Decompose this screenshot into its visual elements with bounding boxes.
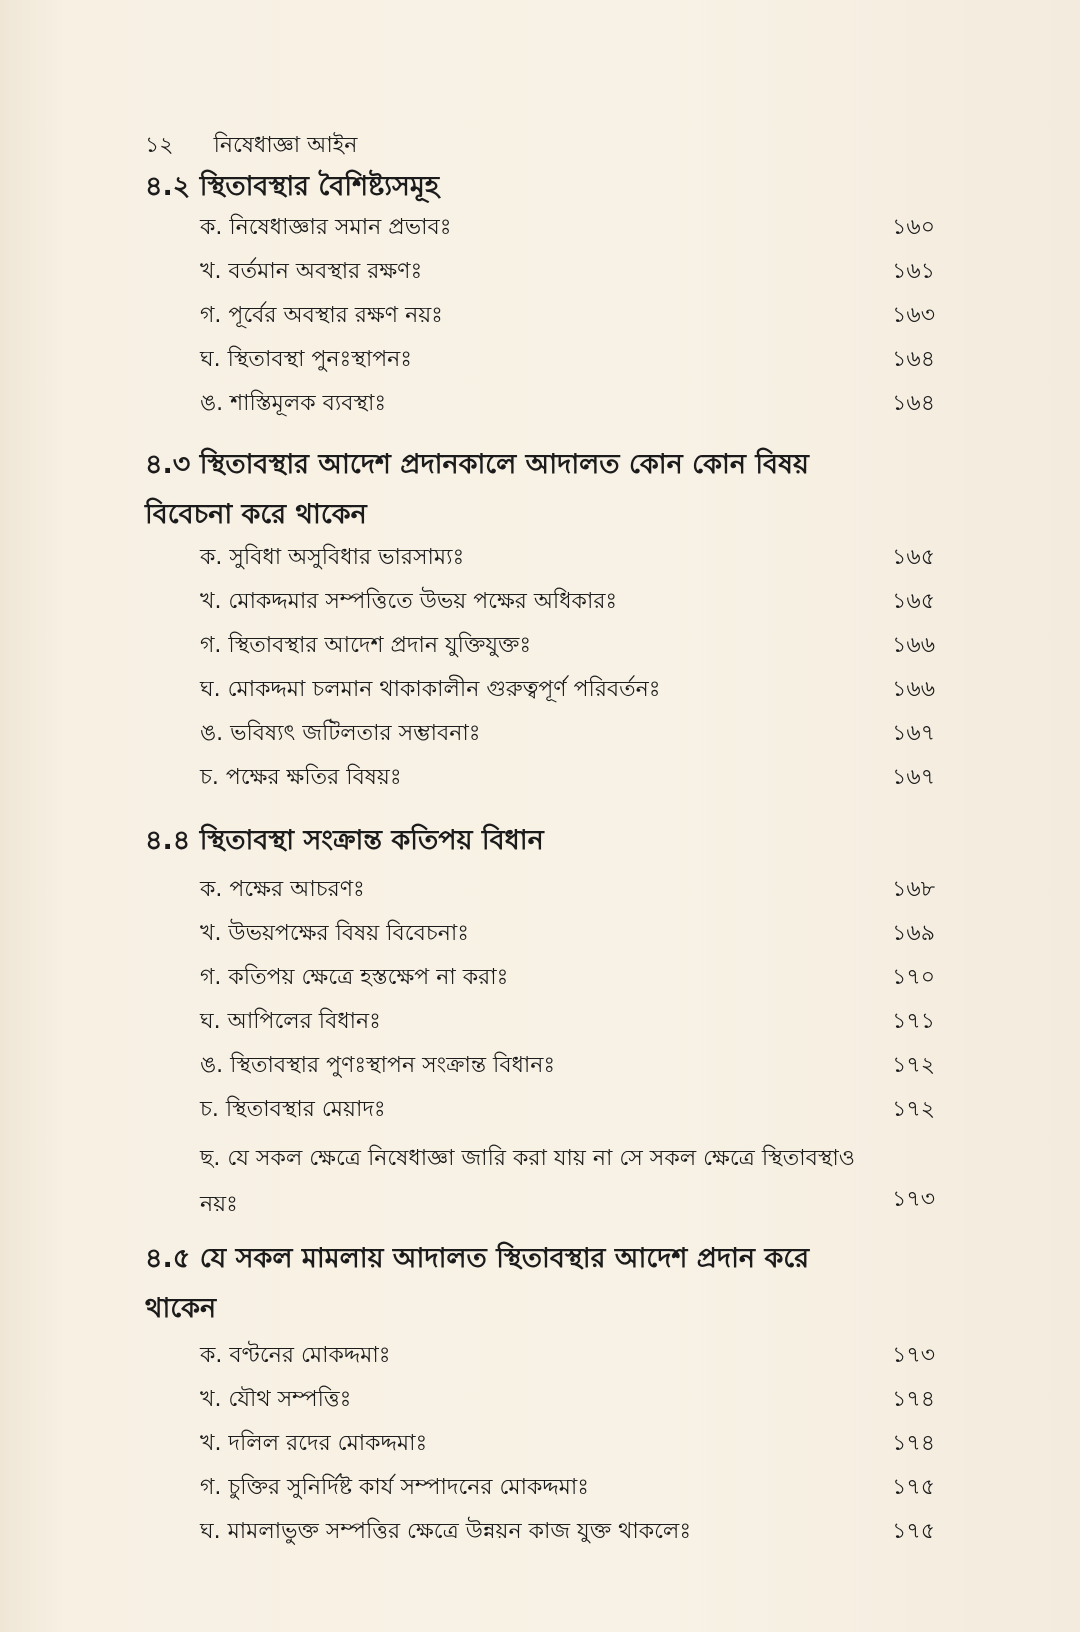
entry-page: ১৭০ bbox=[892, 965, 935, 990]
entry-label: ক. পক্ষের আচরণঃ bbox=[200, 877, 365, 902]
entry-page: ১৬৭ bbox=[892, 765, 935, 790]
toc-entry bbox=[200, 628, 935, 672]
toc-entry bbox=[200, 1092, 935, 1136]
entry-label: ঙ. শাস্তিমূলক ব্যবস্থাঃ bbox=[200, 391, 387, 416]
entry-label: ঙ. স্থিতাবস্থার পুণঃস্থাপন সংক্রান্ত বিধানঃ bbox=[200, 1053, 556, 1078]
entry-label: গ. চুক্তির সুনির্দিষ্ট কার্য সম্পাদনের মোকদ্দমাঃ bbox=[200, 1475, 590, 1500]
toc-entry bbox=[200, 916, 935, 960]
toc-entry bbox=[200, 540, 935, 584]
section-heading-4-3: ৪.৩ স্থিতাবস্থার আদেশ প্রদানকালে আদালত কোন কোন বিষয় বিবেচনা করে থাকেন bbox=[145, 449, 809, 530]
entry-page: ১৭২ bbox=[892, 1097, 935, 1122]
running-head bbox=[145, 128, 357, 165]
toc-entry bbox=[200, 584, 935, 628]
entry-page: ১৬৮ bbox=[892, 877, 935, 902]
entry-label: গ. পূর্বের অবস্থার রক্ষণ নয়ঃ bbox=[200, 303, 443, 328]
section-heading-4-4: ৪.৪ স্থিতাবস্থা সংক্রান্ত কতিপয় বিধান bbox=[145, 825, 544, 856]
entry-label: ক. বণ্টনের মোকদ্দমাঃ bbox=[200, 1343, 391, 1368]
toc-entry bbox=[200, 386, 935, 430]
entry-label: গ. স্থিতাবস্থার আদেশ প্রদান যুক্তিযুক্তঃ bbox=[200, 633, 532, 658]
entry-label: চ. স্থিতাবস্থার মেয়াদঃ bbox=[200, 1097, 386, 1122]
section-heading-4-2: ৪.২ স্থিতাবস্থার বৈশিষ্ট্যসমূহ bbox=[145, 171, 440, 202]
toc-entry bbox=[200, 872, 935, 916]
toc-entry bbox=[200, 342, 935, 386]
entry-page: ১৬১ bbox=[892, 259, 935, 284]
entry-label: গ. কতিপয় ক্ষেত্রে হস্তক্ষেপ না করাঃ bbox=[200, 965, 509, 990]
entry-page: ১৬৯ bbox=[892, 921, 935, 946]
entry-page: ১৬৬ bbox=[892, 633, 935, 658]
toc-entry bbox=[200, 1048, 935, 1092]
entry-page: ১৭৩ bbox=[892, 1187, 935, 1212]
toc-entry bbox=[200, 1338, 935, 1382]
entry-label: খ. দলিল রদের মোকদ্দমাঃ bbox=[200, 1431, 428, 1456]
entry-page: ১৬৪ bbox=[892, 391, 935, 416]
entry-page: ১৬৬ bbox=[892, 677, 935, 702]
entry-page: ১৬৭ bbox=[892, 721, 935, 746]
entry-page: ১৬৫ bbox=[892, 589, 935, 614]
toc-entry bbox=[200, 254, 935, 298]
toc-entry bbox=[200, 1470, 935, 1514]
book-title: নিষেধাজ্ঞা আইন bbox=[213, 133, 358, 158]
entry-label: ক. সুবিধা অসুবিধার ভারসাম্যঃ bbox=[200, 545, 465, 570]
toc-entry bbox=[200, 960, 935, 1004]
entry-label: খ. উভয়পক্ষের বিষয় বিবেচনাঃ bbox=[200, 921, 469, 946]
section-heading-4-5: ৪.৫ যে সকল মামলায় আদালত স্থিতাবস্থার আদেশ প্রদান করে থাকেন bbox=[145, 1243, 810, 1324]
entry-page: ১৬৫ bbox=[892, 545, 935, 570]
entry-page: ১৭৪ bbox=[892, 1387, 935, 1412]
entry-page: ১৭৫ bbox=[892, 1475, 935, 1500]
toc-entry bbox=[200, 298, 935, 342]
entry-page: ১৭১ bbox=[892, 1009, 935, 1034]
toc-entry bbox=[200, 716, 935, 760]
entry-page: ১৭৩ bbox=[892, 1343, 935, 1368]
toc-entry bbox=[200, 1382, 935, 1426]
entry-label: খ. বর্তমান অবস্থার রক্ষণঃ bbox=[200, 259, 423, 284]
toc-entry bbox=[200, 1004, 935, 1048]
entry-label: ক. নিষেধাজ্ঞার সমান প্রভাবঃ bbox=[200, 215, 452, 240]
entry-label: খ. যৌথ সম্পত্তিঃ bbox=[200, 1387, 352, 1412]
page-number: ১২ bbox=[145, 133, 174, 158]
entry-label: চ. পক্ষের ক্ষতির বিষয়ঃ bbox=[200, 765, 402, 790]
entry-label: ঘ. স্থিতাবস্থা পুনঃস্থাপনঃ bbox=[200, 347, 413, 372]
entry-page: ১৭৪ bbox=[892, 1431, 935, 1456]
entry-label: ঙ. ভবিষ্যৎ জটিলতার সম্ভাবনাঃ bbox=[200, 721, 481, 746]
toc-entry bbox=[200, 210, 935, 254]
entry-page: ১৬৪ bbox=[892, 347, 935, 372]
toc-entry bbox=[200, 1136, 935, 1228]
toc-entry bbox=[200, 1426, 935, 1470]
entry-label: খ. মোকদ্দমার সম্পত্তিতে উভয় পক্ষের অধিকারঃ bbox=[200, 589, 618, 614]
entry-page: ১৭৫ bbox=[892, 1519, 935, 1544]
toc-entry bbox=[200, 672, 935, 716]
entry-label: ঘ. মামলাভুক্ত সম্পত্তির ক্ষেত্রে উন্নয়ন কাজ যুক্ত থাকলেঃ bbox=[200, 1519, 692, 1544]
entry-label: ঘ. মোকদ্দমা চলমান থাকাকালীন গুরুত্বপূর্ণ পরিবর্তনঃ bbox=[200, 677, 661, 702]
toc-entry bbox=[200, 760, 935, 804]
toc-entry bbox=[200, 1514, 935, 1558]
entry-page: ১৭২ bbox=[892, 1053, 935, 1078]
entry-label: ছ. যে সকল ক্ষেত্রে নিষেধাজ্ঞা জারি করা যায় না সে সকল ক্ষেত্রে স্থিতাবস্থাও নয়ঃ bbox=[200, 1146, 855, 1217]
entry-label: ঘ. আপিলের বিধানঃ bbox=[200, 1009, 381, 1034]
entry-page: ১৬৩ bbox=[892, 303, 935, 328]
entry-page: ১৬০ bbox=[892, 215, 935, 240]
